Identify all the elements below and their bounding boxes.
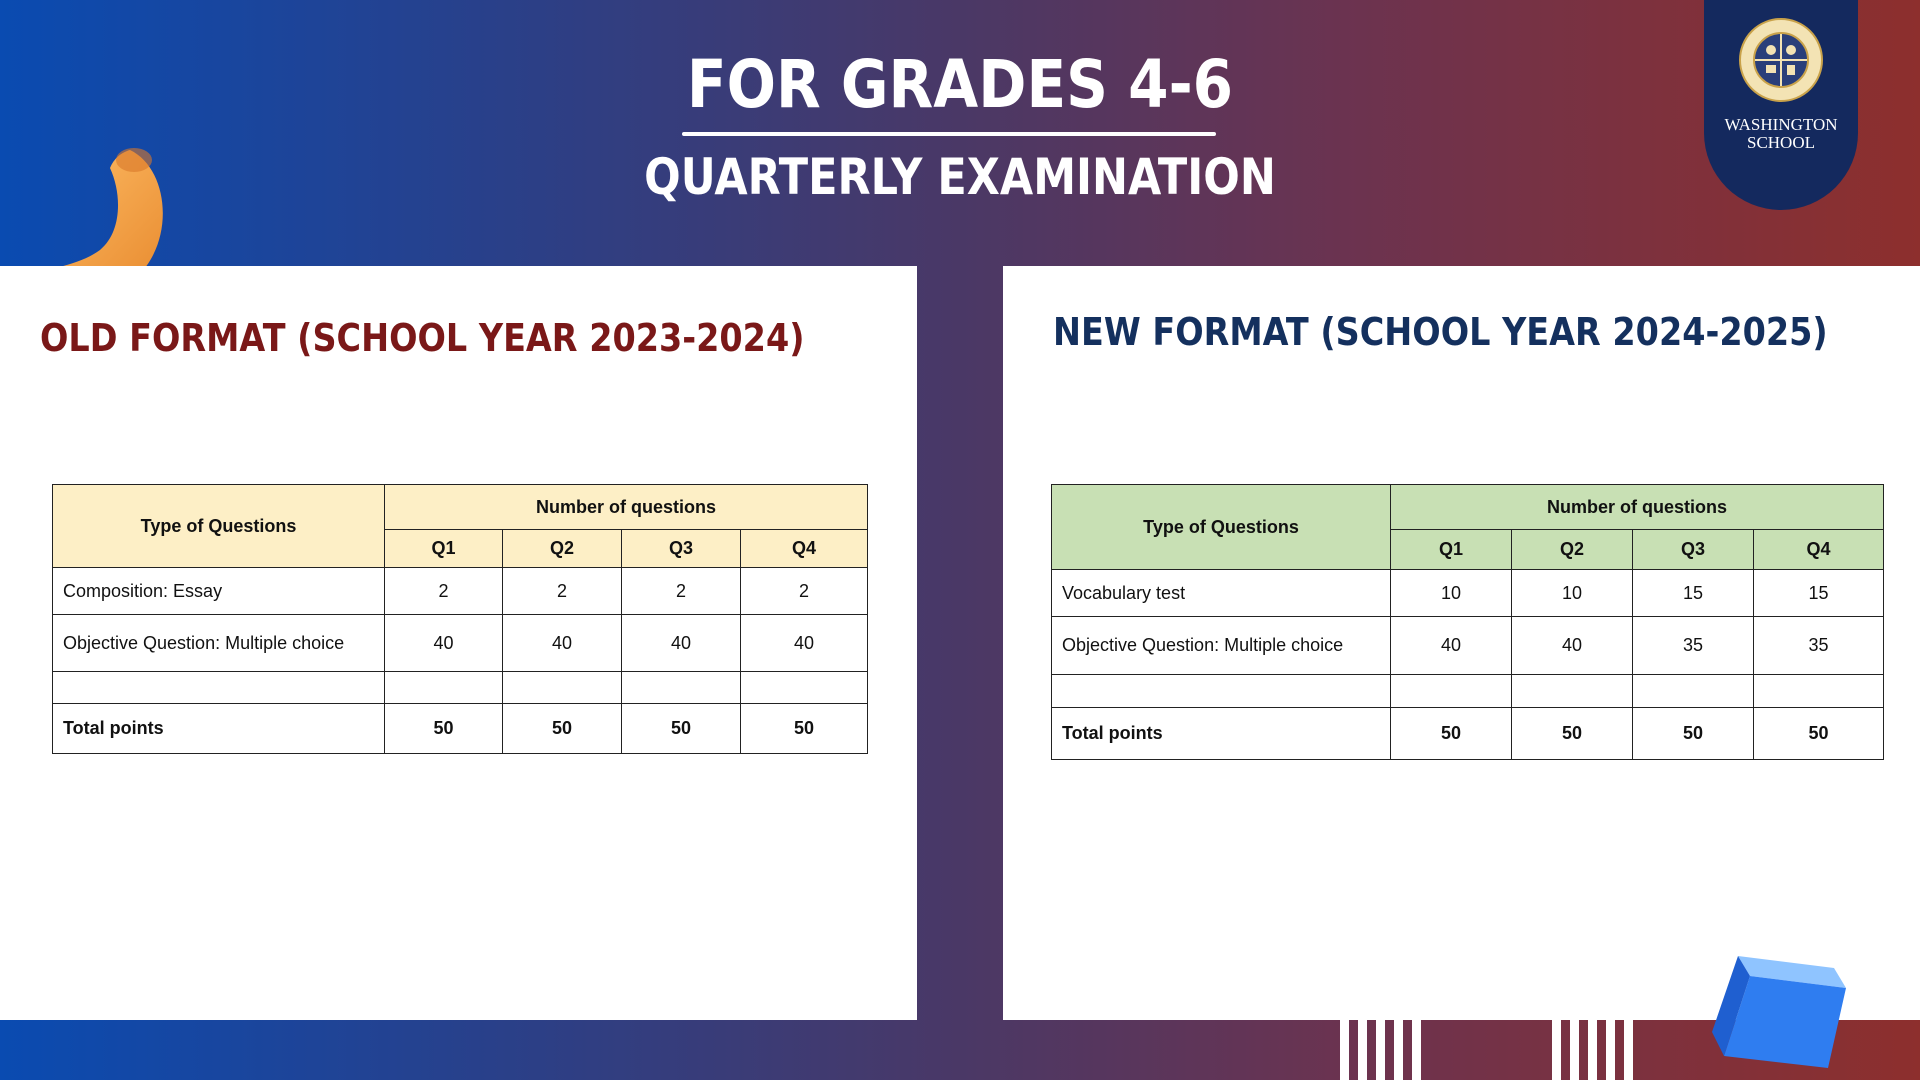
old-format-heading: OLD FORMAT (SCHOOL YEAR 2023-2024) [40, 316, 805, 360]
cell-value: 50 [1754, 708, 1884, 760]
cell-value: 2 [503, 568, 622, 615]
number-header: Number of questions [1391, 485, 1884, 530]
row-type [1052, 675, 1391, 708]
cube-decoration [1708, 948, 1858, 1076]
school-name [1704, 116, 1858, 152]
row-type: Objective Question: Multiple choice [53, 615, 385, 672]
stripe-decoration-right [1552, 1020, 1633, 1080]
cell-value [1633, 675, 1754, 708]
quarter-header: Q4 [1754, 530, 1884, 570]
cell-value: 50 [622, 704, 741, 754]
new-format-heading: NEW FORMAT (SCHOOL YEAR 2024-2025) [1053, 310, 1828, 354]
cell-value: 50 [385, 704, 503, 754]
cell-value: 35 [1633, 617, 1754, 675]
quarter-header: Q2 [1512, 530, 1633, 570]
cell-value: 15 [1633, 570, 1754, 617]
cell-value [622, 672, 741, 704]
cell-value: 35 [1754, 617, 1884, 675]
school-seal-icon [1739, 18, 1823, 102]
cell-value: 50 [503, 704, 622, 754]
cell-value [503, 672, 622, 704]
school-name-line1: WASHINGTON [1724, 115, 1838, 134]
cell-value: 40 [503, 615, 622, 672]
quarter-header: Q2 [503, 530, 622, 568]
quarter-header: Q1 [1391, 530, 1512, 570]
table-row [1052, 617, 1884, 675]
type-header: Type of Questions [53, 485, 385, 568]
cell-value: 40 [1391, 617, 1512, 675]
number-header: Number of questions [385, 485, 868, 530]
school-logo [1704, 0, 1858, 210]
table-row [53, 672, 868, 704]
cell-value: 2 [622, 568, 741, 615]
old-format-table [52, 484, 868, 754]
quarter-header: Q1 [385, 530, 503, 568]
table-row [53, 568, 868, 615]
cell-value [1754, 675, 1884, 708]
title-divider [682, 132, 1216, 136]
cell-value: 10 [1512, 570, 1633, 617]
cell-value: 2 [385, 568, 503, 615]
type-header: Type of Questions [1052, 485, 1391, 570]
quarter-header: Q3 [1633, 530, 1754, 570]
cell-value: 50 [741, 704, 868, 754]
school-name-line2: SCHOOL [1746, 133, 1815, 152]
total-row [53, 704, 868, 754]
row-type: Total points [53, 704, 385, 754]
cell-value: 50 [1512, 708, 1633, 760]
cell-value: 50 [1633, 708, 1754, 760]
quarter-header: Q3 [622, 530, 741, 568]
row-type: Total points [1052, 708, 1391, 760]
cell-value: 2 [741, 568, 868, 615]
row-type: Composition: Essay [53, 568, 385, 615]
cell-value: 40 [385, 615, 503, 672]
page-subtitle: QUARTERLY EXAMINATION [644, 148, 1276, 206]
stripe-decoration-left [1340, 1020, 1421, 1080]
table-row [1052, 570, 1884, 617]
cell-value: 40 [1512, 617, 1633, 675]
cell-value: 50 [1391, 708, 1512, 760]
cell-value: 10 [1391, 570, 1512, 617]
cell-value [1512, 675, 1633, 708]
cell-value: 15 [1754, 570, 1884, 617]
cell-value [741, 672, 868, 704]
old-format-panel [0, 266, 917, 1020]
row-type: Vocabulary test [1052, 570, 1391, 617]
cell-value: 40 [622, 615, 741, 672]
page-title: FOR GRADES 4-6 [686, 46, 1234, 123]
table-row [53, 615, 868, 672]
new-format-panel [1003, 266, 1920, 1020]
quarter-header: Q4 [741, 530, 868, 568]
row-type [53, 672, 385, 704]
row-type: Objective Question: Multiple choice [1052, 617, 1391, 675]
table-row [1052, 675, 1884, 708]
cell-value: 40 [741, 615, 868, 672]
total-row [1052, 708, 1884, 760]
cell-value [385, 672, 503, 704]
new-format-table [1051, 484, 1884, 760]
cell-value [1391, 675, 1512, 708]
